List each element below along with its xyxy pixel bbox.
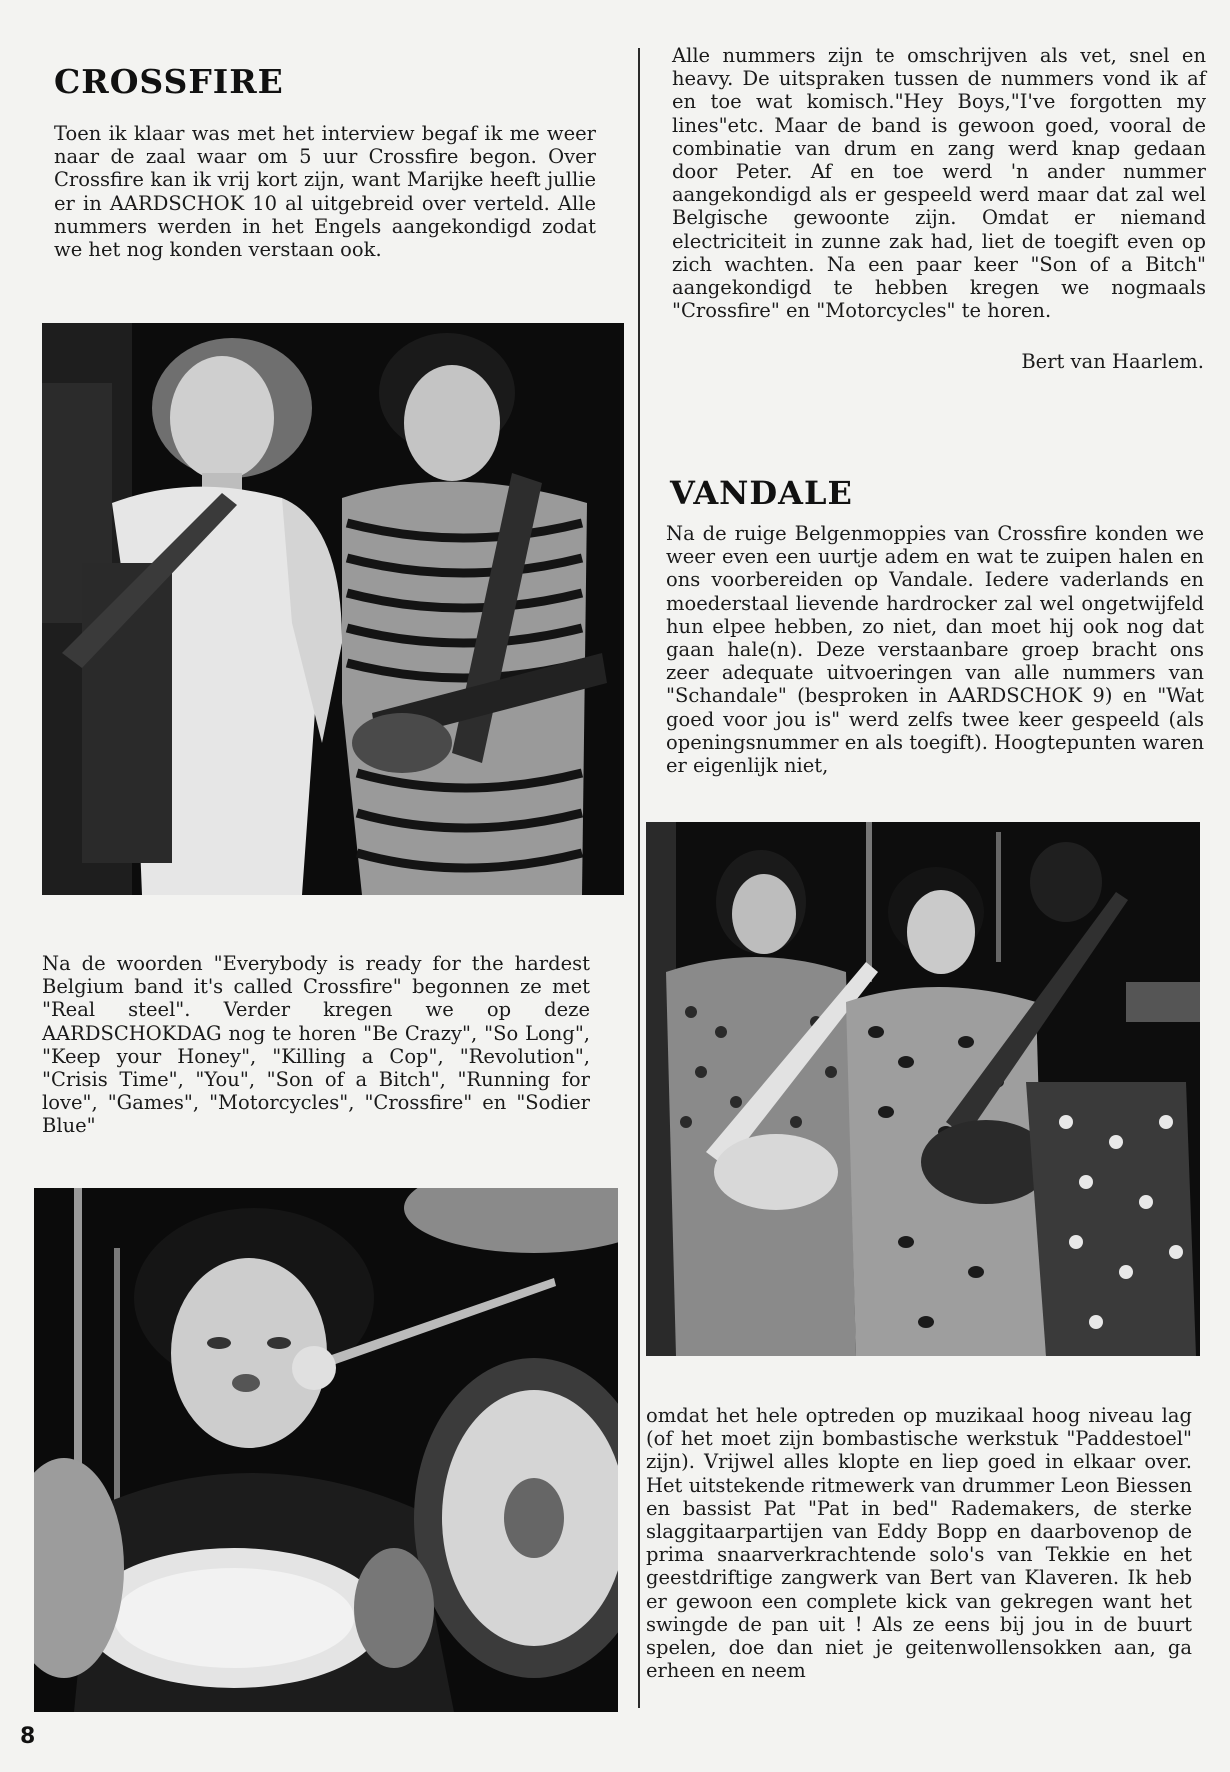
vandale-text-part1: Na de ruige Belgenmoppies van Crossfire konden we weer even een uurtje adem en wat te zuipen halen en ons voorbereiden op Vandale. Iedere vaderlands en moederstaal lievende hardrocker zal wel ongetwijfeld hun elpee hebben, zo niet, dan moet hij ook nog dat gaan hale(n). Deze verstaanbare groep bracht ons zeer adequate uitvoeringen van alle nummers van "Schandale" (besproken in AARDSCHOK 9) en "Wat goed voor jou is" werd zelfs twee keer gespeeld (als openingsnummer en als toegift). Hoogtepunten waren er eigenlijk niet, bbox=[666, 522, 1204, 778]
crossfire-intro-text: Toen ik klaar was met het interview begaf ik me weer naar de zaal waar om 5 uur Crossfire begon. Over Crossfire kan ik vrij kort zijn, want Marijke heeft jullie er in AARDSCHOK 10 al uitgebreid over verteld. Alle nummers werden in het Engels aangekondigd zodat we het nog konden verstaan ook. bbox=[54, 122, 596, 262]
crossfire-guitarists-photo bbox=[42, 323, 624, 895]
crossfire-author: Bert van Haarlem. bbox=[1021, 350, 1204, 373]
crossfire-review-text: Alle nummers zijn te omschrijven als vet, snel en heavy. De uitspraken tussen de nummers vond ik af en toe wat komisch."Hey Boys,"I've forgotten my lines"etc. Maar de band is gewoon goed, vooral de combinatie van drum en zang werd knap gedaan door Peter. Af en toe werd 'n ander nummer aangekondigd als er gespeeld werd maar dat zal wel Belgische gewoonte zijn. Omdat er niemand electriciteit in zunne zak had, liet de toegift even op zich wachten. Na een paar keer "Son of a Bitch" aangekondigd te hebben kregen we nogmaals "Crossfire" en "Motorcycles" te horen. bbox=[672, 44, 1206, 323]
crossfire-setlist-text: Na de woorden "Everybody is ready for the hardest Belgium band it's called Crossfire" begonnen ze met "Real steel". Verder kregen we op deze AARDSCHOKDAG nog te horen "Be Crazy", "So Long", "Keep your Honey", "Killing a Cop", "Revolution", "Crisis Time", "You", "Son of a Bitch", "Running for love", "Games", "Motorcycles", "Crossfire" en "Sodier Blue" bbox=[42, 952, 590, 1138]
column-divider bbox=[638, 48, 640, 1708]
page-number: 8 bbox=[20, 1724, 36, 1749]
vandale-text-part2: omdat het hele optreden op muzikaal hoog niveau lag (of het moet zijn bombastische werkstuk "Paddestoel" zijn). Vrijwel alles klopte en liep goed in elkaar over. Het uitstekende ritmewerk van drummer Leon Biessen en bassist Pat "Pat in bed" Rademakers, de sterke slaggitaarpartijen van Eddy Bopp en daarbovenop de prima snaarverkrachtende solo's van Tekkie en het geestdriftige zangwerk van Bert van Klaveren. Ik heb er gewoon een complete kick van gekregen want het swingde de pan uit ! Als ze eens bij jou in de buurt spelen, doe dan niet je geitenwollensokken aan, ga erheen en neem bbox=[646, 1404, 1192, 1683]
vandale-heading: VANDALE bbox=[670, 474, 853, 512]
crossfire-heading: CROSSFIRE bbox=[54, 62, 284, 101]
crossfire-drummer-photo bbox=[34, 1188, 618, 1712]
vandale-band-photo bbox=[646, 822, 1200, 1356]
